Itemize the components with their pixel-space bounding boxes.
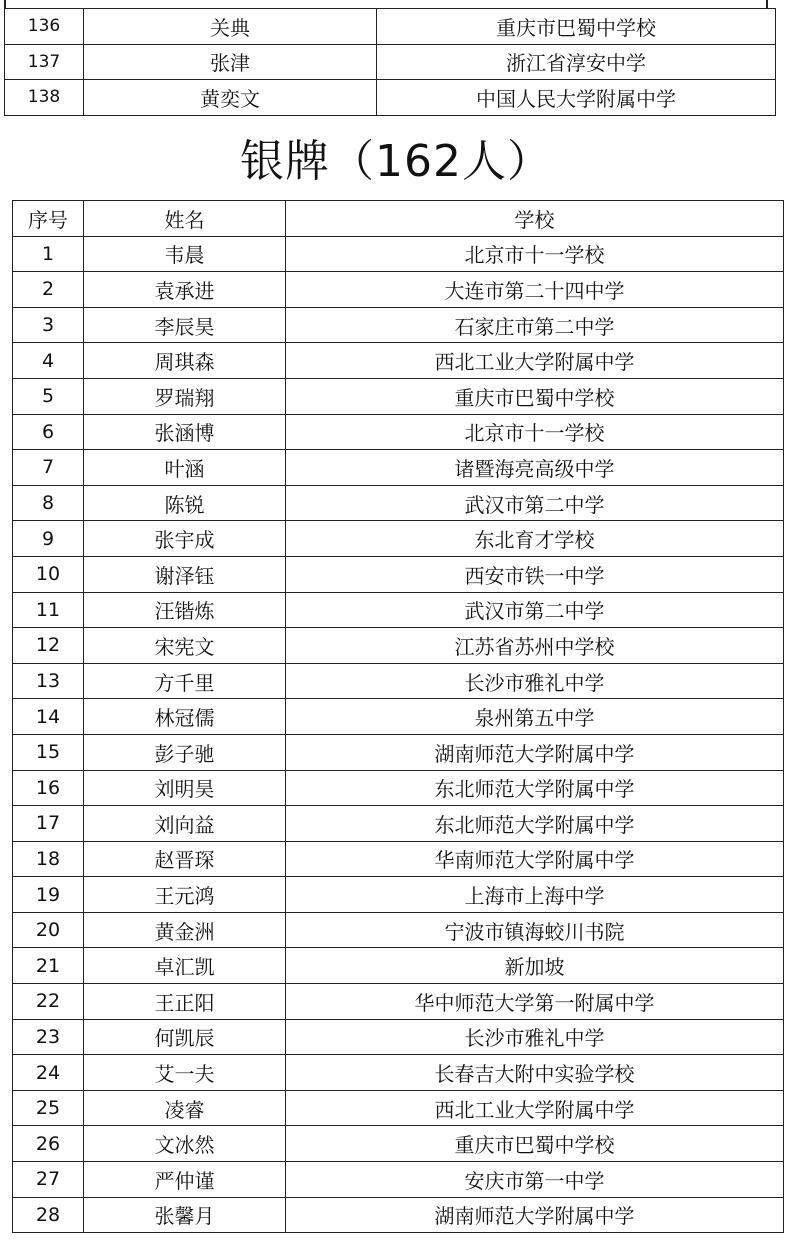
cell-number: 15 [13, 734, 84, 770]
cell-school: 石家庄市第二中学 [286, 307, 784, 343]
table-row [13, 592, 784, 628]
cell-name: 袁承进 [84, 272, 286, 308]
table-row [13, 806, 784, 842]
cell-name: 关典 [84, 9, 377, 45]
cell-name: 宋宪文 [84, 628, 286, 664]
silver-medal-body [13, 236, 784, 1233]
cell-name: 黄金洲 [84, 912, 286, 948]
table-row [13, 343, 784, 379]
cell-number: 19 [13, 877, 84, 913]
cell-number: 16 [13, 770, 84, 806]
cell-number: 13 [13, 663, 84, 699]
cell-name: 叶涵 [84, 450, 286, 486]
cell-number: 9 [13, 521, 84, 557]
cell-name: 刘向益 [84, 806, 286, 842]
cell-number: 23 [13, 1019, 84, 1055]
table-row [5, 9, 776, 45]
cell-school: 重庆市巴蜀中学校 [286, 1126, 784, 1162]
cell-number: 26 [13, 1126, 84, 1162]
cell-school: 安庆市第一中学 [286, 1162, 784, 1198]
cell-name: 李辰昊 [84, 307, 286, 343]
cell-name: 彭子驰 [84, 734, 286, 770]
table-row [13, 770, 784, 806]
cell-name: 汪锴炼 [84, 592, 286, 628]
cell-number: 12 [13, 628, 84, 664]
cell-number: 25 [13, 1090, 84, 1126]
cell-school: 东北师范大学附属中学 [286, 770, 784, 806]
cell-school: 大连市第二十四中学 [286, 272, 784, 308]
cell-school: 湖南师范大学附属中学 [286, 734, 784, 770]
cell-name: 赵晋琛 [84, 841, 286, 877]
cell-school: 诸暨海亮高级中学 [286, 450, 784, 486]
table-row [13, 1126, 784, 1162]
cell-school: 西安市铁一中学 [286, 556, 784, 592]
cell-school: 泉州第五中学 [286, 699, 784, 735]
cell-name: 凌睿 [84, 1090, 286, 1126]
cell-number: 3 [13, 307, 84, 343]
cell-number: 24 [13, 1055, 84, 1091]
cell-name: 刘明昊 [84, 770, 286, 806]
cell-name: 文冰然 [84, 1126, 286, 1162]
table-border-fragment [766, 0, 768, 8]
table-row [5, 80, 776, 116]
table-row [13, 236, 784, 272]
previous-results-table [4, 8, 776, 116]
cell-school: 宁波市镇海蛟川书院 [286, 912, 784, 948]
silver-medal-title: 银牌（162人） [240, 136, 552, 187]
cell-name: 王正阳 [84, 984, 286, 1020]
cell-name: 黄奕文 [84, 80, 377, 116]
cell-school: 湖南师范大学附属中学 [286, 1197, 784, 1233]
table-row [13, 841, 784, 877]
cell-number: 7 [13, 450, 84, 486]
table-row [13, 272, 784, 308]
cell-number: 137 [5, 44, 84, 80]
cell-name: 张津 [84, 44, 377, 80]
cell-school: 长春吉大附中实验学校 [286, 1055, 784, 1091]
cell-number: 11 [13, 592, 84, 628]
cell-name: 严仲谨 [84, 1162, 286, 1198]
cell-school: 东北育才学校 [286, 521, 784, 557]
table-row [13, 877, 784, 913]
cell-number: 10 [13, 556, 84, 592]
cell-name: 何凯辰 [84, 1019, 286, 1055]
cell-school: 武汉市第二中学 [286, 485, 784, 521]
cell-name: 韦晨 [84, 236, 286, 272]
cell-school: 重庆市巴蜀中学校 [377, 9, 776, 45]
cell-name: 谢泽钰 [84, 556, 286, 592]
cell-school: 上海市上海中学 [286, 877, 784, 913]
cell-name: 张涵博 [84, 414, 286, 450]
cell-name: 王元鸿 [84, 877, 286, 913]
cell-school: 重庆市巴蜀中学校 [286, 378, 784, 414]
silver-medal-table [12, 200, 784, 1233]
table-border-fragment [4, 0, 6, 8]
table-row [13, 556, 784, 592]
table-row [13, 628, 784, 664]
cell-school: 武汉市第二中学 [286, 592, 784, 628]
table-row [13, 1197, 784, 1233]
cell-number: 2 [13, 272, 84, 308]
cell-school: 华中师范大学第一附属中学 [286, 984, 784, 1020]
cell-number: 5 [13, 378, 84, 414]
cell-name: 艾一夫 [84, 1055, 286, 1091]
table-row [13, 414, 784, 450]
cell-school: 西北工业大学附属中学 [286, 1090, 784, 1126]
table-row [13, 1019, 784, 1055]
header-school: 学校 [286, 201, 784, 237]
cell-school: 长沙市雅礼中学 [286, 1019, 784, 1055]
cell-name: 周琪森 [84, 343, 286, 379]
table-header-row [13, 201, 784, 237]
cell-number: 14 [13, 699, 84, 735]
cell-number: 17 [13, 806, 84, 842]
cell-number: 28 [13, 1197, 84, 1233]
cell-school: 新加坡 [286, 948, 784, 984]
cell-school: 西北工业大学附属中学 [286, 343, 784, 379]
table-row [13, 734, 784, 770]
cell-school: 中国人民大学附属中学 [377, 80, 776, 116]
table-row [13, 699, 784, 735]
cell-number: 27 [13, 1162, 84, 1198]
table-row [13, 984, 784, 1020]
cell-number: 1 [13, 236, 84, 272]
table-row [13, 1090, 784, 1126]
previous-results-body [5, 9, 776, 116]
cell-number: 138 [5, 80, 84, 116]
cell-name: 罗瑞翔 [84, 378, 286, 414]
table-row [13, 1162, 784, 1198]
cell-school: 东北师范大学附属中学 [286, 806, 784, 842]
cell-name: 方千里 [84, 663, 286, 699]
cell-number: 22 [13, 984, 84, 1020]
cell-number: 21 [13, 948, 84, 984]
cell-number: 8 [13, 485, 84, 521]
table-row [13, 912, 784, 948]
table-row [13, 948, 784, 984]
cell-number: 20 [13, 912, 84, 948]
table-row [5, 44, 776, 80]
cell-school: 华南师范大学附属中学 [286, 841, 784, 877]
table-row [13, 521, 784, 557]
table-row [13, 1055, 784, 1091]
cell-name: 张宇成 [84, 521, 286, 557]
cell-number: 136 [5, 9, 84, 45]
table-row [13, 307, 784, 343]
table-row [13, 450, 784, 486]
cell-school: 北京市十一学校 [286, 236, 784, 272]
cell-school: 北京市十一学校 [286, 414, 784, 450]
table-row [13, 485, 784, 521]
table-row [13, 378, 784, 414]
cell-name: 卓汇凯 [84, 948, 286, 984]
header-name: 姓名 [84, 201, 286, 237]
cell-number: 18 [13, 841, 84, 877]
cell-school: 长沙市雅礼中学 [286, 663, 784, 699]
cell-name: 陈锐 [84, 485, 286, 521]
table-row [13, 663, 784, 699]
header-number: 序号 [13, 201, 84, 237]
cell-name: 张馨月 [84, 1197, 286, 1233]
cell-school: 江苏省苏州中学校 [286, 628, 784, 664]
cell-number: 4 [13, 343, 84, 379]
cell-number: 6 [13, 414, 84, 450]
cell-school: 浙江省淳安中学 [377, 44, 776, 80]
cell-name: 林冠儒 [84, 699, 286, 735]
